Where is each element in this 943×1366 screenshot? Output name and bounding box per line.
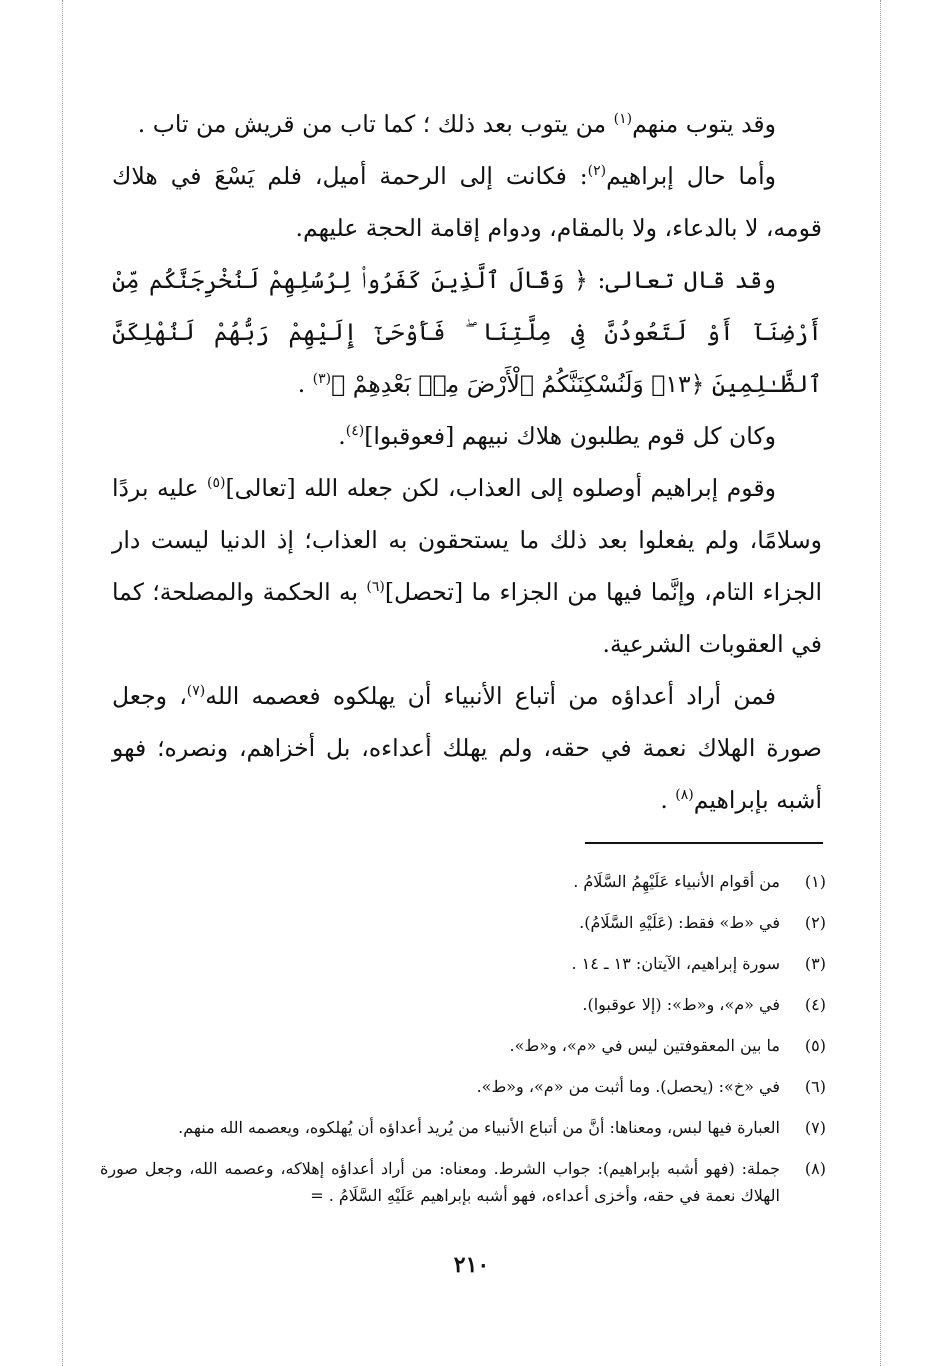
footnote-ref-1[interactable]: (١) xyxy=(613,111,633,128)
paragraph-1 xyxy=(112,98,822,150)
footnote-number: (٢) xyxy=(804,913,826,932)
paragraph-4 xyxy=(112,410,822,462)
paragraph-1-text-cont: من يتوب بعد ذلك ؛ كما تاب من قريش من تاب . xyxy=(137,110,614,138)
footnote-text: في «ط» فقط: (عَلَيْهِ السَّلَامُ). xyxy=(579,913,780,932)
footnote-ref-5[interactable]: (٥) xyxy=(207,475,226,492)
paragraph-6-text: فمن أراد أعداؤه من أتباع الأنبياء أن يهلكوه فعصمه الله xyxy=(205,682,776,710)
paragraph-3-quran xyxy=(112,254,822,410)
paragraph-6-text-cont: ، وجعل صورة الهلاك نعمة في حقه، ولم يهلك أعداءه، بل أخزاهم، ونصره؛ فهو أشبه بإبراهيم xyxy=(112,682,822,814)
footnote-item xyxy=(100,1114,826,1141)
footnote-text: في «خ»: (يحصل). وما أثبت من «م»، و«ط». xyxy=(476,1077,780,1096)
footnote-item xyxy=(100,991,826,1018)
quran-verse: وقد قال تعالى: ﴿ وَقَالَ ٱلَّذِينَ كَفَرُوا۟ لِرُسُلِهِمْ لَنُخْرِجَنَّكُم مِّنْ أَرْضِنَآ أَوْ لَتَعُودُنَّ فِى مِلَّتِنَا ۖ فَأَوْحَىٰٓ إِلَيْهِمْ رَبُّهُمْ لَنُهْلِكَنَّ ٱلظَّـٰلِمِينَ ﴿١٣﴾ وَلَنُسْكِنَنَّكُمُ ٱلْأَرْضَ مِنۢ بَعْدِهِمْ ﴾ xyxy=(112,266,822,398)
footnote-ref-6[interactable]: (٦) xyxy=(366,579,385,596)
footnote-item xyxy=(100,1073,826,1100)
footnote-text: جملة: (فهو أشبه بإبراهيم): جواب الشرط. ومعناه: من أراد أعداؤه إهلاكه، وعصمه الله، وجعل صورة الهلاك نعمة في حقه، وأخزى أعداءه، فهو أشبه بإبراهيم عَلَيْهِ السَّلَامُ . = xyxy=(100,1159,780,1205)
footnote-text: ما بين المعقوفتين ليس في «م»، و«ط». xyxy=(509,1036,780,1055)
paragraph-2-text-cont: : فكانت إلى الرحمة أميل، فلم يَسْعَ في هلاك قومه، لا بالدعاء، ولا بالمقام، ودوام إقامة الحجة عليهم. xyxy=(112,162,822,242)
footnote-number: (٦) xyxy=(804,1077,826,1096)
page-number: ٢١٠ xyxy=(453,1252,490,1278)
footnote-text: من أقوام الأنبياء عَلَيْهِمُ السَّلَامُ . xyxy=(573,872,780,891)
scan-edge-right xyxy=(880,0,881,1366)
paragraph-4-end: . xyxy=(338,422,346,450)
paragraph-2-text: وأما حال إبراهيم xyxy=(606,162,777,190)
main-text xyxy=(112,98,822,826)
footnote-ref-3[interactable]: (٣) xyxy=(312,371,332,388)
footnote-divider xyxy=(585,842,823,844)
paragraph-6-end: . xyxy=(660,786,676,814)
footnote-ref-7[interactable]: (٧) xyxy=(186,683,206,700)
paragraph-5-text-end: به الحكمة والمصلحة؛ كما في العقوبات الشرعية. xyxy=(112,578,822,658)
footnote-item xyxy=(100,1032,826,1059)
paragraph-2 xyxy=(112,150,822,254)
paragraph-5 xyxy=(112,462,822,670)
footnote-item xyxy=(100,1155,826,1209)
footnote-item xyxy=(100,950,826,977)
footnote-text: في «م»، و«ط»: (إلا عوقبوا). xyxy=(582,995,780,1014)
paragraph-4-text: وكان كل قوم يطلبون هلاك نبيهم [فعوقبوا] xyxy=(364,422,776,450)
footnote-text: العبارة فيها لبس، ومعناها: أنَّ من أتباع الأنبياء من يُريد أعداؤه أن يُهلكوه، ويعصمه الله منهم. xyxy=(178,1118,780,1137)
footnote-item xyxy=(100,868,826,895)
paragraph-6 xyxy=(112,670,822,826)
footnote-number: (٧) xyxy=(804,1118,826,1137)
footnote-item xyxy=(100,909,826,936)
footnote-number: (١) xyxy=(804,872,826,891)
paragraph-5-text: وقوم إبراهيم أوصلوه إلى العذاب، لكن جعله الله [تعالى] xyxy=(225,474,776,502)
paragraph-1-text: وقد يتوب منهم xyxy=(632,110,776,138)
footnote-number: (٣) xyxy=(804,954,826,973)
footnote-text: سورة إبراهيم، الآيتان: ١٣ ـ ١٤ . xyxy=(571,954,780,973)
footnote-number: (٨) xyxy=(804,1159,826,1178)
footnote-number: (٤) xyxy=(804,995,826,1014)
footnotes-list xyxy=(100,868,826,1211)
paragraph-5-text-cont: عليه بردًا وسلامًا، ولم يفعلوا بعد ذلك ما يستحقون به العذاب؛ إذ الدنيا ليست دار الجزاء التام، وإنَّما فيها من الجزاء ما [تحصل] xyxy=(112,474,822,606)
footnote-ref-4[interactable]: (٤) xyxy=(345,423,365,440)
footnote-ref-2[interactable]: (٢) xyxy=(587,163,607,180)
footnote-number: (٥) xyxy=(804,1036,826,1055)
scan-edge-left xyxy=(62,0,63,1366)
footnote-ref-8[interactable]: (٨) xyxy=(675,787,694,804)
paragraph-3-end: . xyxy=(297,370,313,398)
